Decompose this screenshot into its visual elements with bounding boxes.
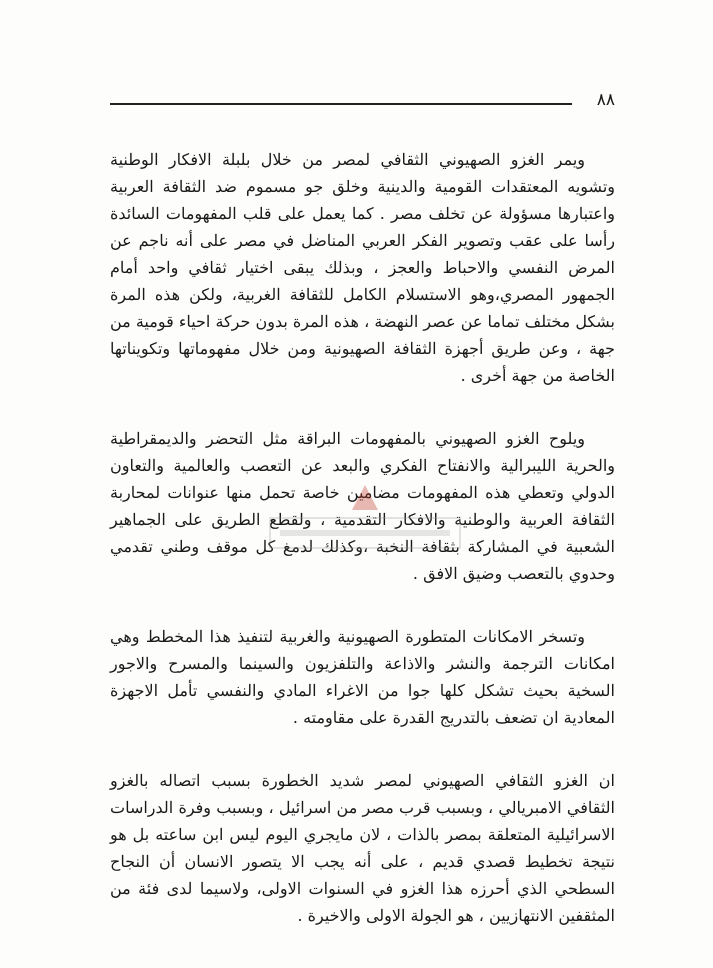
page-number: ٨٨ [596,90,615,110]
paragraph-1: ويمر الغزو الصهيوني الثقافي لمصر من خلال بلبلة الافكار الوطنية وتشويه المعتقدات القومية والدينية وخلق جو مسموم ضد الثقافة العربية واعتبارها مسؤولة عن تخلف مصر . كما يعمل على قلب المفهومات السائدة رأسا على عقب وتصوير الفكر العربي المناضل في مصر على أنه ناجم عن المرض النفسي والاحباط والعجز ، وبذلك يبقى اختيار ثقافي واحد أمام الجمهور المصري،وهو الاستسلام الكامل للثقافة الغربية، ولكن هذه المرة بشكل مختلف تماما عن عصر النهضة ، هذه المرة بدون حركة احياء قومية من جهة ، وعن طريق أجهزة الثقافة الصهيونية ومن خلال مفهوماتها وتكويناتها الخاصة من جهة أخرى . [110,150,615,385]
page-header [110,92,615,112]
page-body [110,146,615,965]
paragraph-3: وتسخر الامكانات المتطورة الصهيونية والغربية لتنفيذ هذا المخطط وهي امكانات الترجمة والنشر والاذاعة والتلفزيون والسينما والمسرح والاجور السخية بحيث تشكل كلها جوا من الاغراء المادي والنفسي تأمل الاجهزة المعادية ان تضعف بالتدريج القدرة على مقاومته . [110,627,615,727]
header-rule [110,103,572,105]
paragraph-2: ويلوح الغزو الصهيوني بالمفهومات البراقة مثل التحضر والديمقراطية والحرية الليبرالية والانفتاح الفكري والبعد عن التعصب والعالمية والتعاون الدولي وتعطي هذه المفهومات مضامين خاصة تحمل منها عنوانات لمحاربة الثقافة العربية والوطنية والافكار التقدمية ، ولقطع الطريق على الجماهير الشعبية في المشاركة بثقافة النخبة ،وكذلك لدمغ كل موقف وطني تقدمي وحدوي بالتعصب وضيق الافق . [110,429,615,583]
paragraph-4: ان الغزو الثقافي الصهيوني لمصر شديد الخطورة بسبب اتصاله بالغزو الثقافي الامبريالي ، وبسبب قرب مصر من اسرائيل ، وبسبب وفرة الدراسات الاسرائيلية المتعلقة بمصر بالذات ، لان مايجري اليوم ليس ابن ساعته بل هو نتيجة تخطيط قصدي قديم ، على أنه يجب الا يتصور الانسان أن النجاح السطحي الذي أحرزه هذا الغزو في السنوات الاولى، ولاسيما لدى فئة من المثقفين الانتهازيين ، هو الجولة الاولى والاخيرة . [110,771,615,925]
